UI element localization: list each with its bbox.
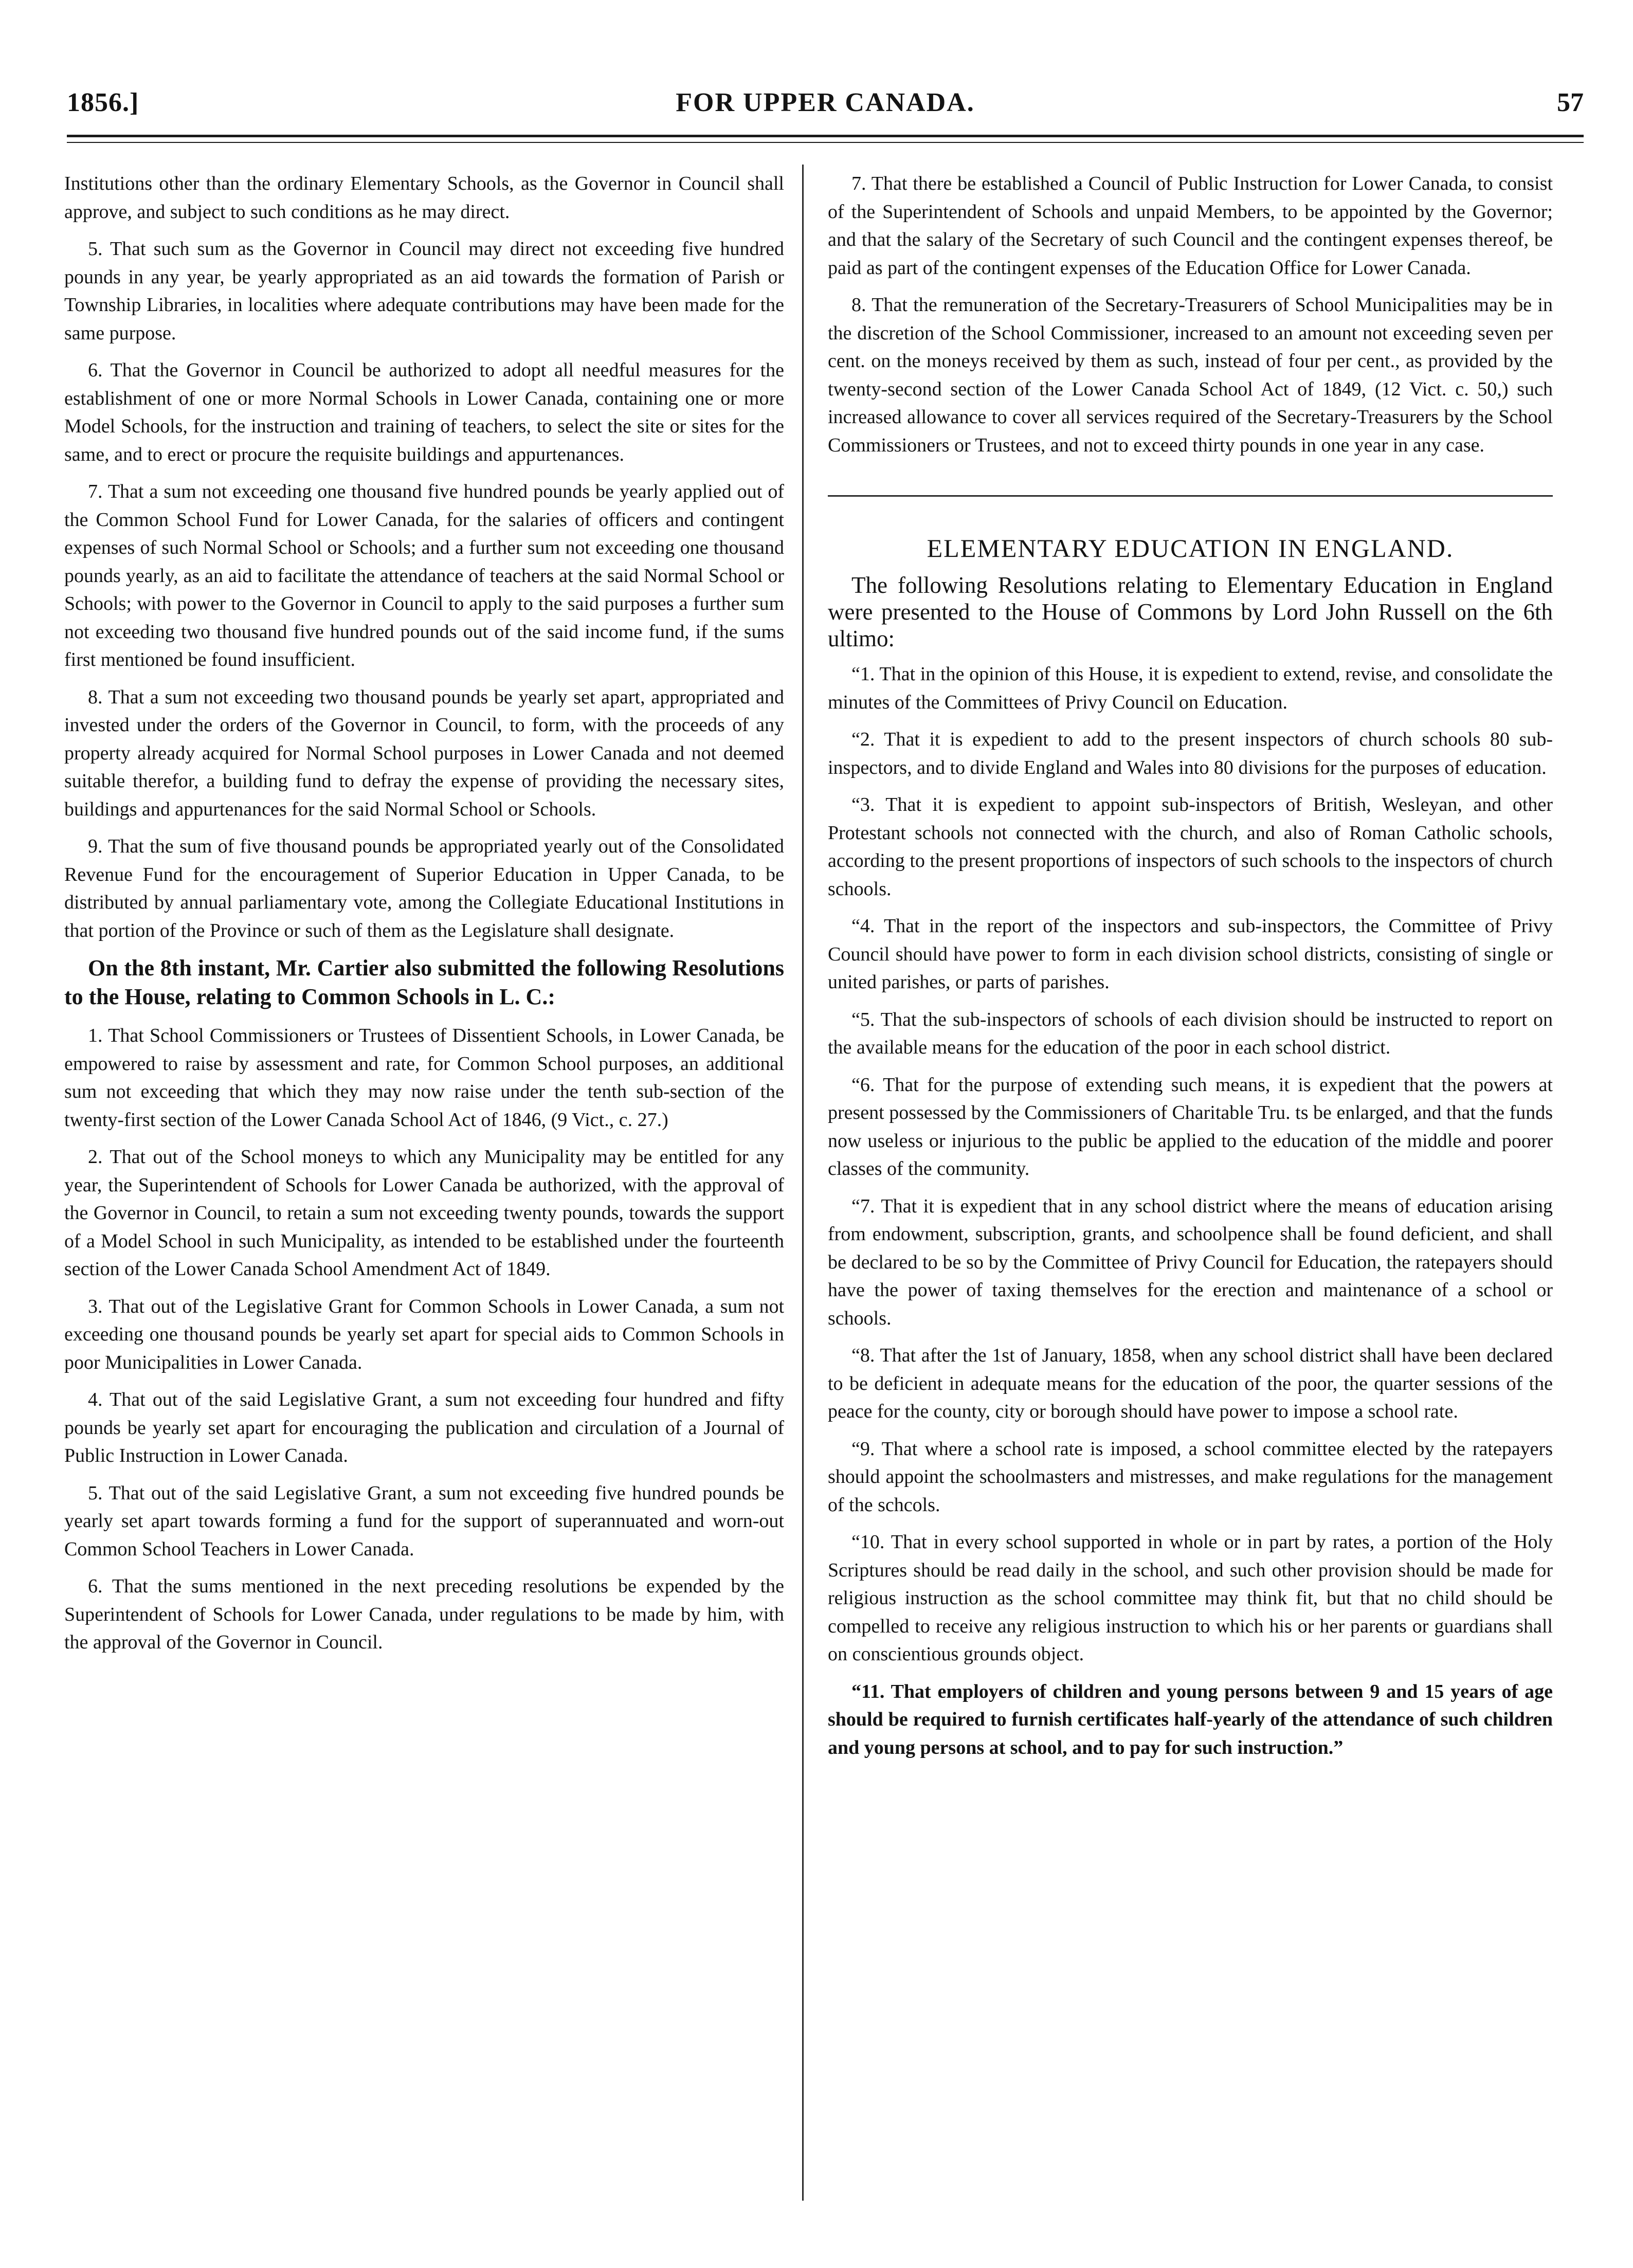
- resolution-6: 6. That the Governor in Council be authorized to adopt all needful measures for the establishment of one or more Normal Schools in Lower Canada, containing one or more Model Schools, for the instruction and training of teachers, to select the site or sites for the same, and to erect or procure the requisite buildings and appurtenances.: [64, 359, 784, 465]
- section-intro: The following Resolutions relating to Elementary Education in England were presented to the House of Commons by Lord John Russell on the 6th ultimo:: [828, 572, 1553, 651]
- resolution-5: 5. That such sum as the Governor in Council may direct not exceeding five hundred pounds in any year, be yearly appropriated as an aid towards the formation of Parish or Township Libraries, in localities where adequate contributions may have been made for the same purpose.: [64, 238, 784, 344]
- england-resolution-9: “9. That where a school rate is imposed, a school committee elected by the ratepayers should appoint the schoolmasters and mistresses, and make regulations for the management of the schcols.: [828, 1438, 1553, 1516]
- header-rule-thick: [67, 135, 1584, 137]
- england-resolution-4: “4. That in the report of the inspectors and sub-inspectors, the Committee of Privy Council should have power to form in each division school districts, consisting of single or united parishes, or parts of parishes.: [828, 915, 1553, 993]
- england-resolution-6: “6. That for the purpose of extending such means, it is expedient that the powers at present possessed by the Commissioners of Charitable Tru. ts be enlarged, and that the funds now useless or injurious to the public be applied to the education of the middle and poorer classes of the community.: [828, 1074, 1553, 1180]
- right-column: [828, 170, 1553, 1771]
- header-title: FOR UPPER CANADA.: [676, 88, 975, 117]
- lc-resolution-2: 2. That out of the School moneys to which any Municipality may be entitled for any year, the Superintendent of Schools for Lower Canada be authorized, with the approval of the Governor in Council, to retain a sum not exceeding twenty pounds, towards the support of a Model School in such Municipality, as intended to be established under the fourteenth section of the Lower Canada School Amendment Act of 1849.: [64, 1146, 784, 1280]
- england-resolution-8: “8. That after the 1st of January, 1858, when any school district shall have been declared to be deficient in adequate means for the education of the poor, the quarter sessions of the peace for the county, city or borough should have power to impose a school rate.: [828, 1345, 1553, 1422]
- paragraph: Institutions other than the ordinary Elementary Schools, as the Governor in Council shall approve, and subject to such conditions as he may direct.: [64, 173, 784, 223]
- england-resolution-7: “7. That it is expedient that in any school district where the means of education arising from endowment, subscription, grants, and schoolpence shall be found deficient, and shall be declared to be so by the Committee of Privy Council for Education, the ratepayers should have the power of taxing themselves for the erection and maintenance of a school or schools.: [828, 1195, 1553, 1329]
- england-resolution-11: “11. That employers of children and young persons between 9 and 15 years of age should be required to furnish certificates half-yearly of the attendance of such children and young persons at school, and to pay for such instruction.”: [828, 1680, 1553, 1758]
- lc-resolution-6: 6. That the sums mentioned in the next preceding resolutions be expended by the Superintendent of Schools for Lower Canada, under regulations to be made by him, with the approval of the Governor in Council.: [64, 1575, 784, 1653]
- page-header: [67, 77, 1584, 144]
- lc-resolution-7: 7. That there be established a Council of Public Instruction for Lower Canada, to consist of the Superintendent of Schools and unpaid Members, to be appointed by the Governor; and that the salary of the Secretary of such Council and the contingent expenses thereof, be paid as part of the contingent expenses of the Education Office for Lower Canada.: [828, 173, 1553, 279]
- header-year: 1856.]: [67, 88, 139, 117]
- lc-resolution-5: 5. That out of the said Legislative Grant, a sum not exceeding five hundred pounds be yearly set apart towards forming a fund for the support of superannuated and worn-out Common School Teachers in Lower Canada.: [64, 1482, 784, 1560]
- cartier-lead: On the 8th instant, Mr. Cartier also submitted the following Resolutions to the House, relating to Common Schools in L. C.:: [64, 955, 784, 1009]
- lc-resolution-8: 8. That the remuneration of the Secretary-Treasurers of School Municipalities may be in the discretion of the School Commissioner, increased to an amount not exceeding seven per cent. on the moneys received by them as such, instead of four per cent., as provided by the twenty-second section of the Lower Canada School Act of 1849, (12 Vict. c. 50,) such increased allowance to cover all services required of the Secretary-Treasurers by the School Commissioners or Trustees, and not to exceed thirty pounds in one year in any case.: [828, 294, 1553, 456]
- lc-resolution-4: 4. That out of the said Legislative Grant, a sum not exceeding four hundred and fifty pounds be yearly set apart for encouraging the publication and circulation of a Journal of Public Instruction in Lower Canada.: [64, 1389, 784, 1466]
- england-resolution-5: “5. That the sub-inspectors of schools of each division should be instructed to report on the available means for the education of the poor in each school district.: [828, 1008, 1553, 1058]
- page-number: 57: [1557, 88, 1584, 117]
- left-column: [64, 170, 784, 1666]
- england-resolution-10: “10. That in every school supported in whole or in part by rates, a portion of the Holy Scriptures should be read daily in the school, and such other provision should be made for religious instruction as the school committee may think fit, but that no child should be compelled to receive any religious instruction to which his or her parents or guardians shall on conscientious grounds object.: [828, 1531, 1553, 1665]
- section-title: ELEMENTARY EDUCATION IN ENGLAND.: [927, 534, 1454, 563]
- header-rule-thin: [67, 142, 1584, 143]
- lc-resolution-1: 1. That School Commissioners or Trustees of Dissentient Schools, in Lower Canada, be empowered to raise by assessment and rate, for Common School purposes, an additional sum not exceeding that which they may now raise under the tenth sub-section of the twenty-first section of the Lower Canada School Act of 1846, (9 Vict., c. 27.): [64, 1025, 784, 1131]
- england-resolution-3: “3. That it is expedient to appoint sub-inspectors of British, Wesleyan, and other Protestant schools not connected with the church, and also of Roman Catholic schools, according to the present proportions of inspectors of such schools to the inspectors of church schools.: [828, 794, 1553, 900]
- england-resolution-2: “2. That it is expedient to add to the present inspectors of church schools 80 sub-inspectors, and to divide England and Wales into 80 divisions for the purposes of education.: [828, 729, 1553, 778]
- column-divider: [802, 165, 804, 2201]
- resolution-7: 7. That a sum not exceeding one thousand five hundred pounds be yearly applied out of the Common School Fund for Lower Canada, for the salaries of officers and contingent expenses of such Normal School or Schools; and a further sum not exceeding one thousand pounds yearly, as an aid to facilitate the attendance of teachers at the said Normal School or Schools; with power to the Governor in Council to apply to the said purposes a further sum not exceeding two thousand five hundred pounds out of the said income fund, if the sums first mentioned be found insufficient.: [64, 481, 784, 670]
- resolution-8: 8. That a sum not exceeding two thousand pounds be yearly set apart, appropriated and invested under the orders of the Governor in Council, to form, with the proceeds of any property already acquired for Normal School purposes in Lower Canada and not deemed suitable therefor, a building fund to defray the expense of providing the necessary sites, buildings and appurtenances for the said Normal School or Schools.: [64, 686, 784, 820]
- england-resolution-1: “1. That in the opinion of this House, it is expedient to extend, revise, and consolidate the minutes of the Committees of Privy Council on Education.: [828, 663, 1553, 713]
- resolution-9: 9. That the sum of five thousand pounds be appropriated yearly out of the Consolidated Revenue Fund for the encouragement of Superior Education in Upper Canada, to be distributed by annual parliamentary vote, among the Collegiate Educational Institutions in that portion of the Province or such of them as the Legislature shall designate.: [64, 836, 784, 941]
- section-divider: [828, 495, 1553, 497]
- lc-resolution-3: 3. That out of the Legislative Grant for Common Schools in Lower Canada, a sum not exceeding one thousand pounds be yearly set apart for special aids to Common Schools in poor Municipalities in Lower Canada.: [64, 1295, 784, 1373]
